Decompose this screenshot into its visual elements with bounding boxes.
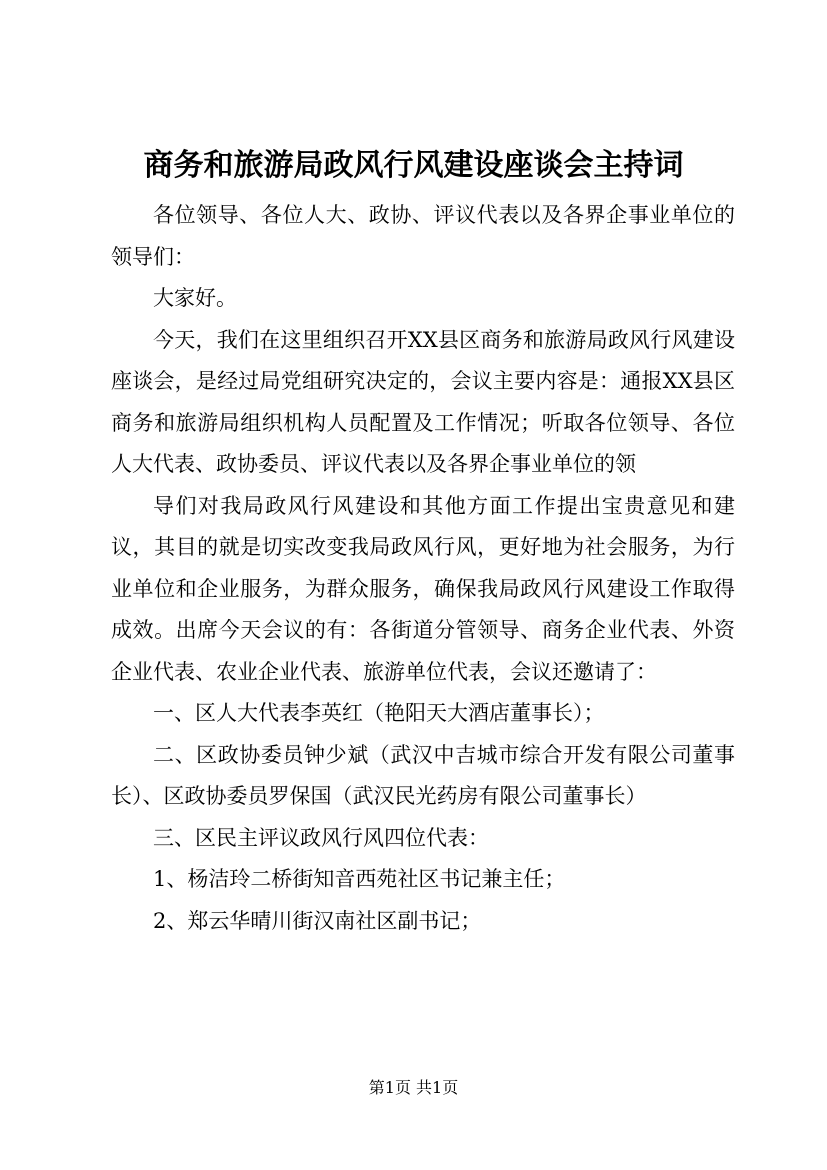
paragraph-subitem-2: 2、郑云华晴川街汉南社区副书记； [153, 908, 482, 933]
paragraph-subitem-1: 1、杨洁玲二桥街知音西苑社区书记兼主任； [153, 867, 566, 891]
paragraph-intro: 今天，我们在这里组织召开XX县区商务和旅游局政风行风建设座谈会，是经过局党组研究决定的，会议主要内容是：通报XX县区商务和旅游局组织机构人员配置及工作情况；听取各位领导、各位人大代表、政协委员、评议代表以及各界企事业单位的领 [111, 327, 735, 476]
page-footer: 第1页 共1页 [368, 1078, 459, 1097]
paragraph-greeting: 大家好。 [153, 286, 237, 310]
paragraph-purpose: 导们对我局政风行风建设和其他方面工作提出宝贵意见和建议，其目的就是切实改变我局政风行风，更好地为社会服务，为行业单位和企业服务，为群众服务，确保我局政风行风建设工作取得成效。出席今天会议的有：各街道分管领导、商务企业代表、外资企业代表、农业企业代表、旅游单位代表，会议还邀请了： [111, 493, 735, 684]
document-title: 商务和旅游局政风行风建设座谈会主持词 [143, 148, 684, 183]
paragraph-item-1: 一、区人大代表李英红（艳阳天大酒店董事长）； [153, 701, 605, 725]
paragraph-salutation: 各位领导、各位人大、政协、评议代表以及各界企事业单位的领导们： [111, 203, 735, 269]
document-body [111, 195, 735, 942]
paragraph-item-3: 三、区民主评议政风行风四位代表： [153, 825, 489, 850]
paragraph-item-2: 二、区政协委员钟少斌（武汉中吉城市综合开发有限公司董事长）、区政协委员罗保国（武汉民光药房有限公司董事长） [111, 742, 735, 808]
